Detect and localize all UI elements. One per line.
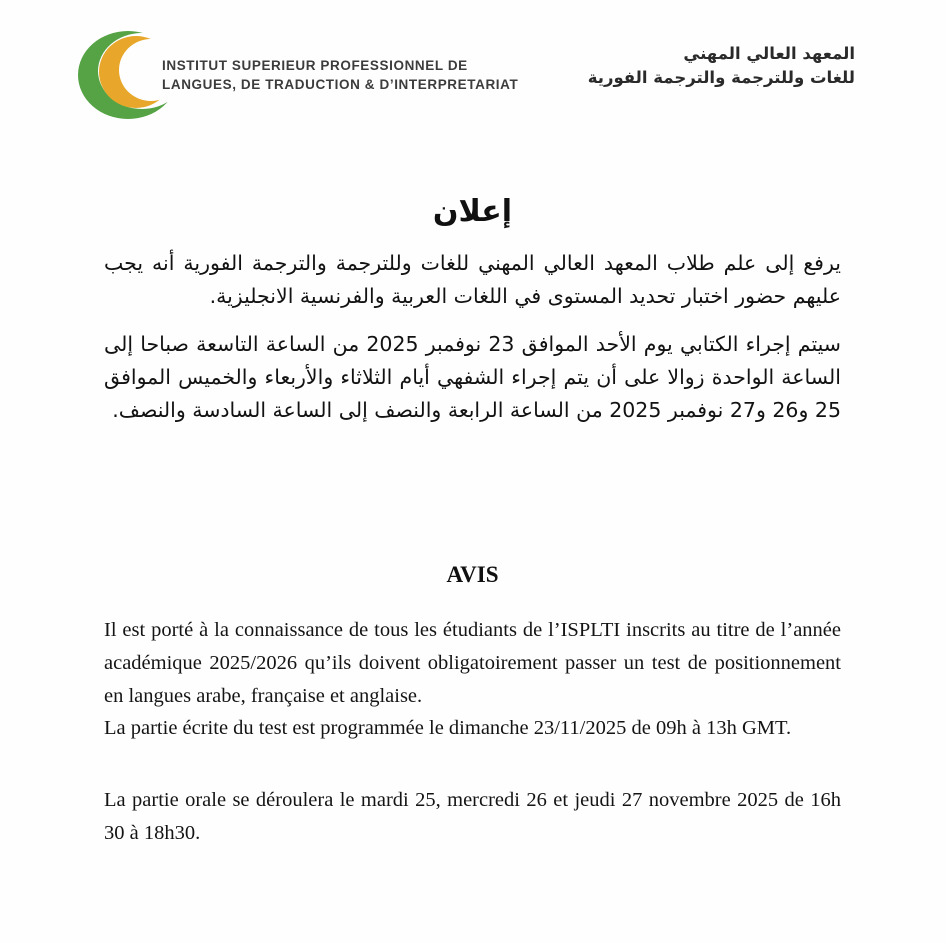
institution-name-arabic	[588, 42, 855, 90]
french-paragraph-3: La partie orale se déroulera le mardi 25, mercredi 26 et jeudi 27 novembre 2025 de 16h 30 à 18h30.	[104, 789, 841, 844]
french-paragraph-2: La partie écrite du test est programmée le dimanche 23/11/2025 de 09h à 13h GMT.	[104, 717, 792, 739]
institution-name-french	[162, 56, 518, 94]
arabic-paragraph-1: يرفع إلى علم طلاب المعهد العالي المهني للغات وللترجمة والترجمة الفورية أنه يجب عليهم حضور اختبار تحديد المستوى في اللغات العربية والفرنسية الانجليزية.	[104, 251, 841, 308]
institution-name-arabic-line2: للغات وللترجمة والترجمة الفورية	[587, 68, 855, 87]
arabic-paragraph-2: سيتم إجراء الكتابي يوم الأحد الموافق 23 نوفمبر 2025 من الساعة التاسعة صباحا إلى الساعة الواحدة زوالا على أن يتم إجراء الشفهي أيام الثلاثاء والأربعاء والخميس الموافق 25 و26 و27 نوفمبر 2025 من الساعة الرابعة والنصف إلى الساعة السادسة والنصف.	[104, 332, 841, 422]
french-paragraph-1: Il est porté à la connaissance de tous les étudiants de l’ISPLTI inscrits au titre de l’année académique 2025/2026 qu’ils doivent obligatoirement passer un test de positionnement en langues arabe, française et anglaise.	[104, 619, 841, 707]
institution-name-french-line2: LANGUES, DE TRADUCTION & D’INTERPRETARIAT	[162, 77, 519, 92]
institution-name-arabic-line1: المعهد العالي المهني	[683, 44, 855, 63]
french-avis-title: AVIS	[446, 562, 499, 587]
institution-name-french-line1: INSTITUT SUPERIEUR PROFESSIONNEL DE	[162, 58, 468, 73]
arabic-announcement-title: إعلان	[432, 194, 513, 229]
